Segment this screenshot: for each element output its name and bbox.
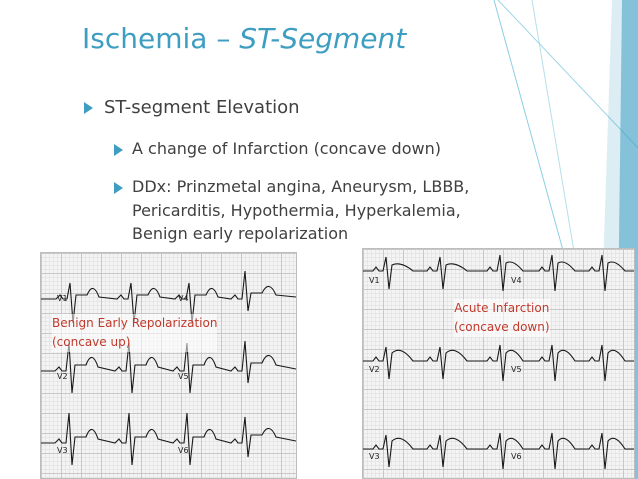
lead-label-v5: V5 (178, 372, 189, 381)
annotation-line: Acute Infarction (454, 301, 550, 315)
sub-bullet-ddx-line2: Pericarditis, Hypothermia, Hyperkalemia, (132, 201, 461, 220)
lead-label-v6: V6 (178, 446, 189, 455)
ecg-strip-benign-repolarization (40, 252, 297, 479)
ecg-strip-acute-infarction (362, 248, 635, 479)
title-plain: Ischemia – (82, 22, 240, 55)
annotation-benign-repolarization (52, 314, 217, 352)
lead-label-v3: V3 (57, 446, 68, 455)
lead-label-v4: V4 (178, 294, 189, 303)
sub-bullet-ddx-line1: DDx: Prinzmetal angina, Aneurysm, LBBB, (132, 177, 470, 196)
annotation-line: (concave up) (52, 335, 131, 349)
lead-label-v5: V5 (511, 365, 522, 374)
ecg-tracing-left (41, 253, 296, 478)
lead-label-v6: V6 (511, 452, 522, 461)
bullet-st-elevation: ST-segment Elevation (104, 97, 300, 118)
lead-label-v1: V1 (369, 276, 380, 285)
sub-bullet-ddx-line3: Benign early repolarization (132, 224, 349, 243)
lead-label-v2: V2 (57, 372, 68, 381)
annotation-line: (concave down) (454, 320, 550, 334)
bullet-arrow-icon (114, 144, 123, 156)
page-title (82, 22, 406, 55)
annotation-line: Benign Early Repolarization (52, 316, 218, 330)
lead-label-v1: V1 (57, 294, 68, 303)
bullet-arrow-icon (114, 182, 123, 194)
ecg-tracing-right (363, 249, 634, 478)
title-italic: ST-Segment (239, 22, 407, 55)
sub-bullet-infarction: A change of Infarction (concave down) (132, 139, 441, 158)
lead-label-v4: V4 (511, 276, 522, 285)
lead-label-v2: V2 (369, 365, 380, 374)
lead-label-v3: V3 (369, 452, 380, 461)
bullet-arrow-icon (84, 102, 93, 114)
annotation-acute-infarction (454, 299, 550, 337)
